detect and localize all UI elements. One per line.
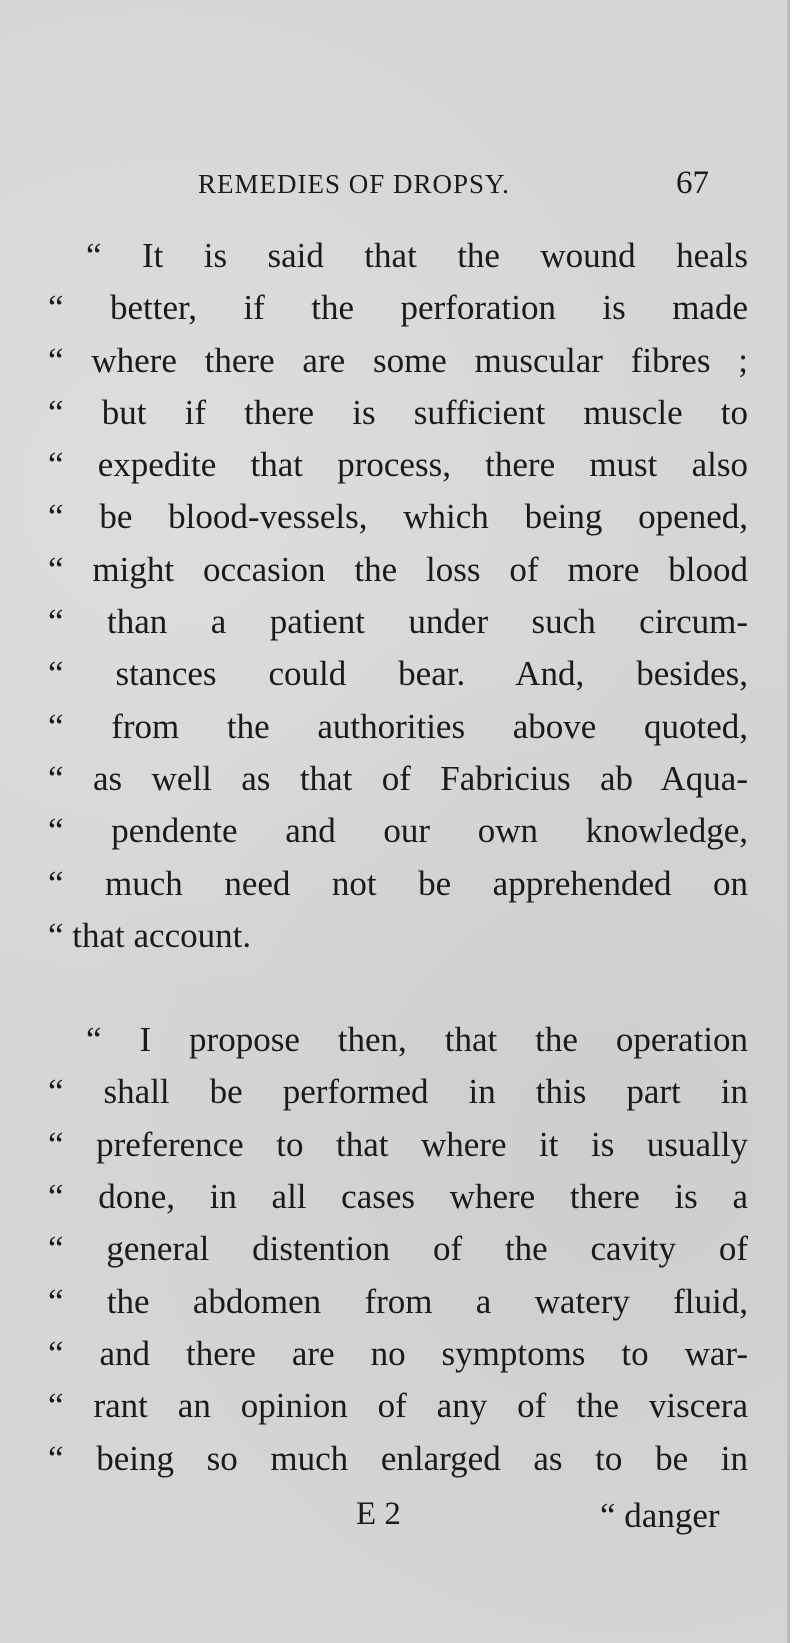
text-line: “ being so much enlarged as to be in (48, 1438, 748, 1478)
text-line: “ be blood-vessels, which being opened, (48, 497, 748, 537)
text-line: “ I propose then, that the operation (86, 1020, 748, 1060)
running-title: REMEDIES OF DROPSY. (198, 169, 510, 199)
text-line: “ stances could bear. And, besides, (48, 654, 748, 694)
text-line: “ rant an opinion of any of the viscera (48, 1386, 748, 1426)
page-number: 67 (676, 165, 709, 201)
text-line: “ but if there is sufficient muscle to (48, 392, 748, 432)
text-line: “ from the authorities above quoted, (48, 706, 748, 746)
paragraph-1 (48, 230, 748, 962)
text-line: “ and there are no symptoms to war- (48, 1333, 748, 1373)
text-line: “ than a patient under such circum- (48, 602, 748, 642)
text-line: “ might occasion the loss of more blood (48, 549, 748, 589)
text-line: “ as well as that of Fabricius ab Aqua- (48, 758, 748, 798)
body-text (48, 230, 748, 1485)
text-line: “ It is said that the wound heals (86, 236, 748, 275)
running-head (0, 165, 790, 205)
paragraph-2 (48, 1014, 748, 1485)
page-footer (0, 1496, 790, 1546)
text-line: “ preference to that where it is usually (48, 1124, 748, 1164)
text-line: “ that account. (48, 915, 252, 955)
text-line: “ expedite that process, there must also (48, 445, 748, 485)
text-line: “ shall be performed in this part in (48, 1072, 748, 1112)
text-line: “ pendente and our own knowledge, (48, 811, 748, 851)
text-line: “ the abdomen from a watery fluid, (48, 1281, 748, 1321)
text-line: “ done, in all cases where there is a (48, 1177, 748, 1217)
page-edge (787, 0, 790, 1643)
text-line: “ better, if the perforation is made (48, 288, 748, 328)
catchword: “ danger (600, 1496, 720, 1535)
text-line: “ much need not be apprehended on (48, 863, 748, 903)
text-line: “ general distention of the cavity of (48, 1229, 748, 1269)
text-line: “ where there are some muscular fibres ; (48, 340, 748, 380)
signature-mark: E 2 (356, 1496, 401, 1532)
